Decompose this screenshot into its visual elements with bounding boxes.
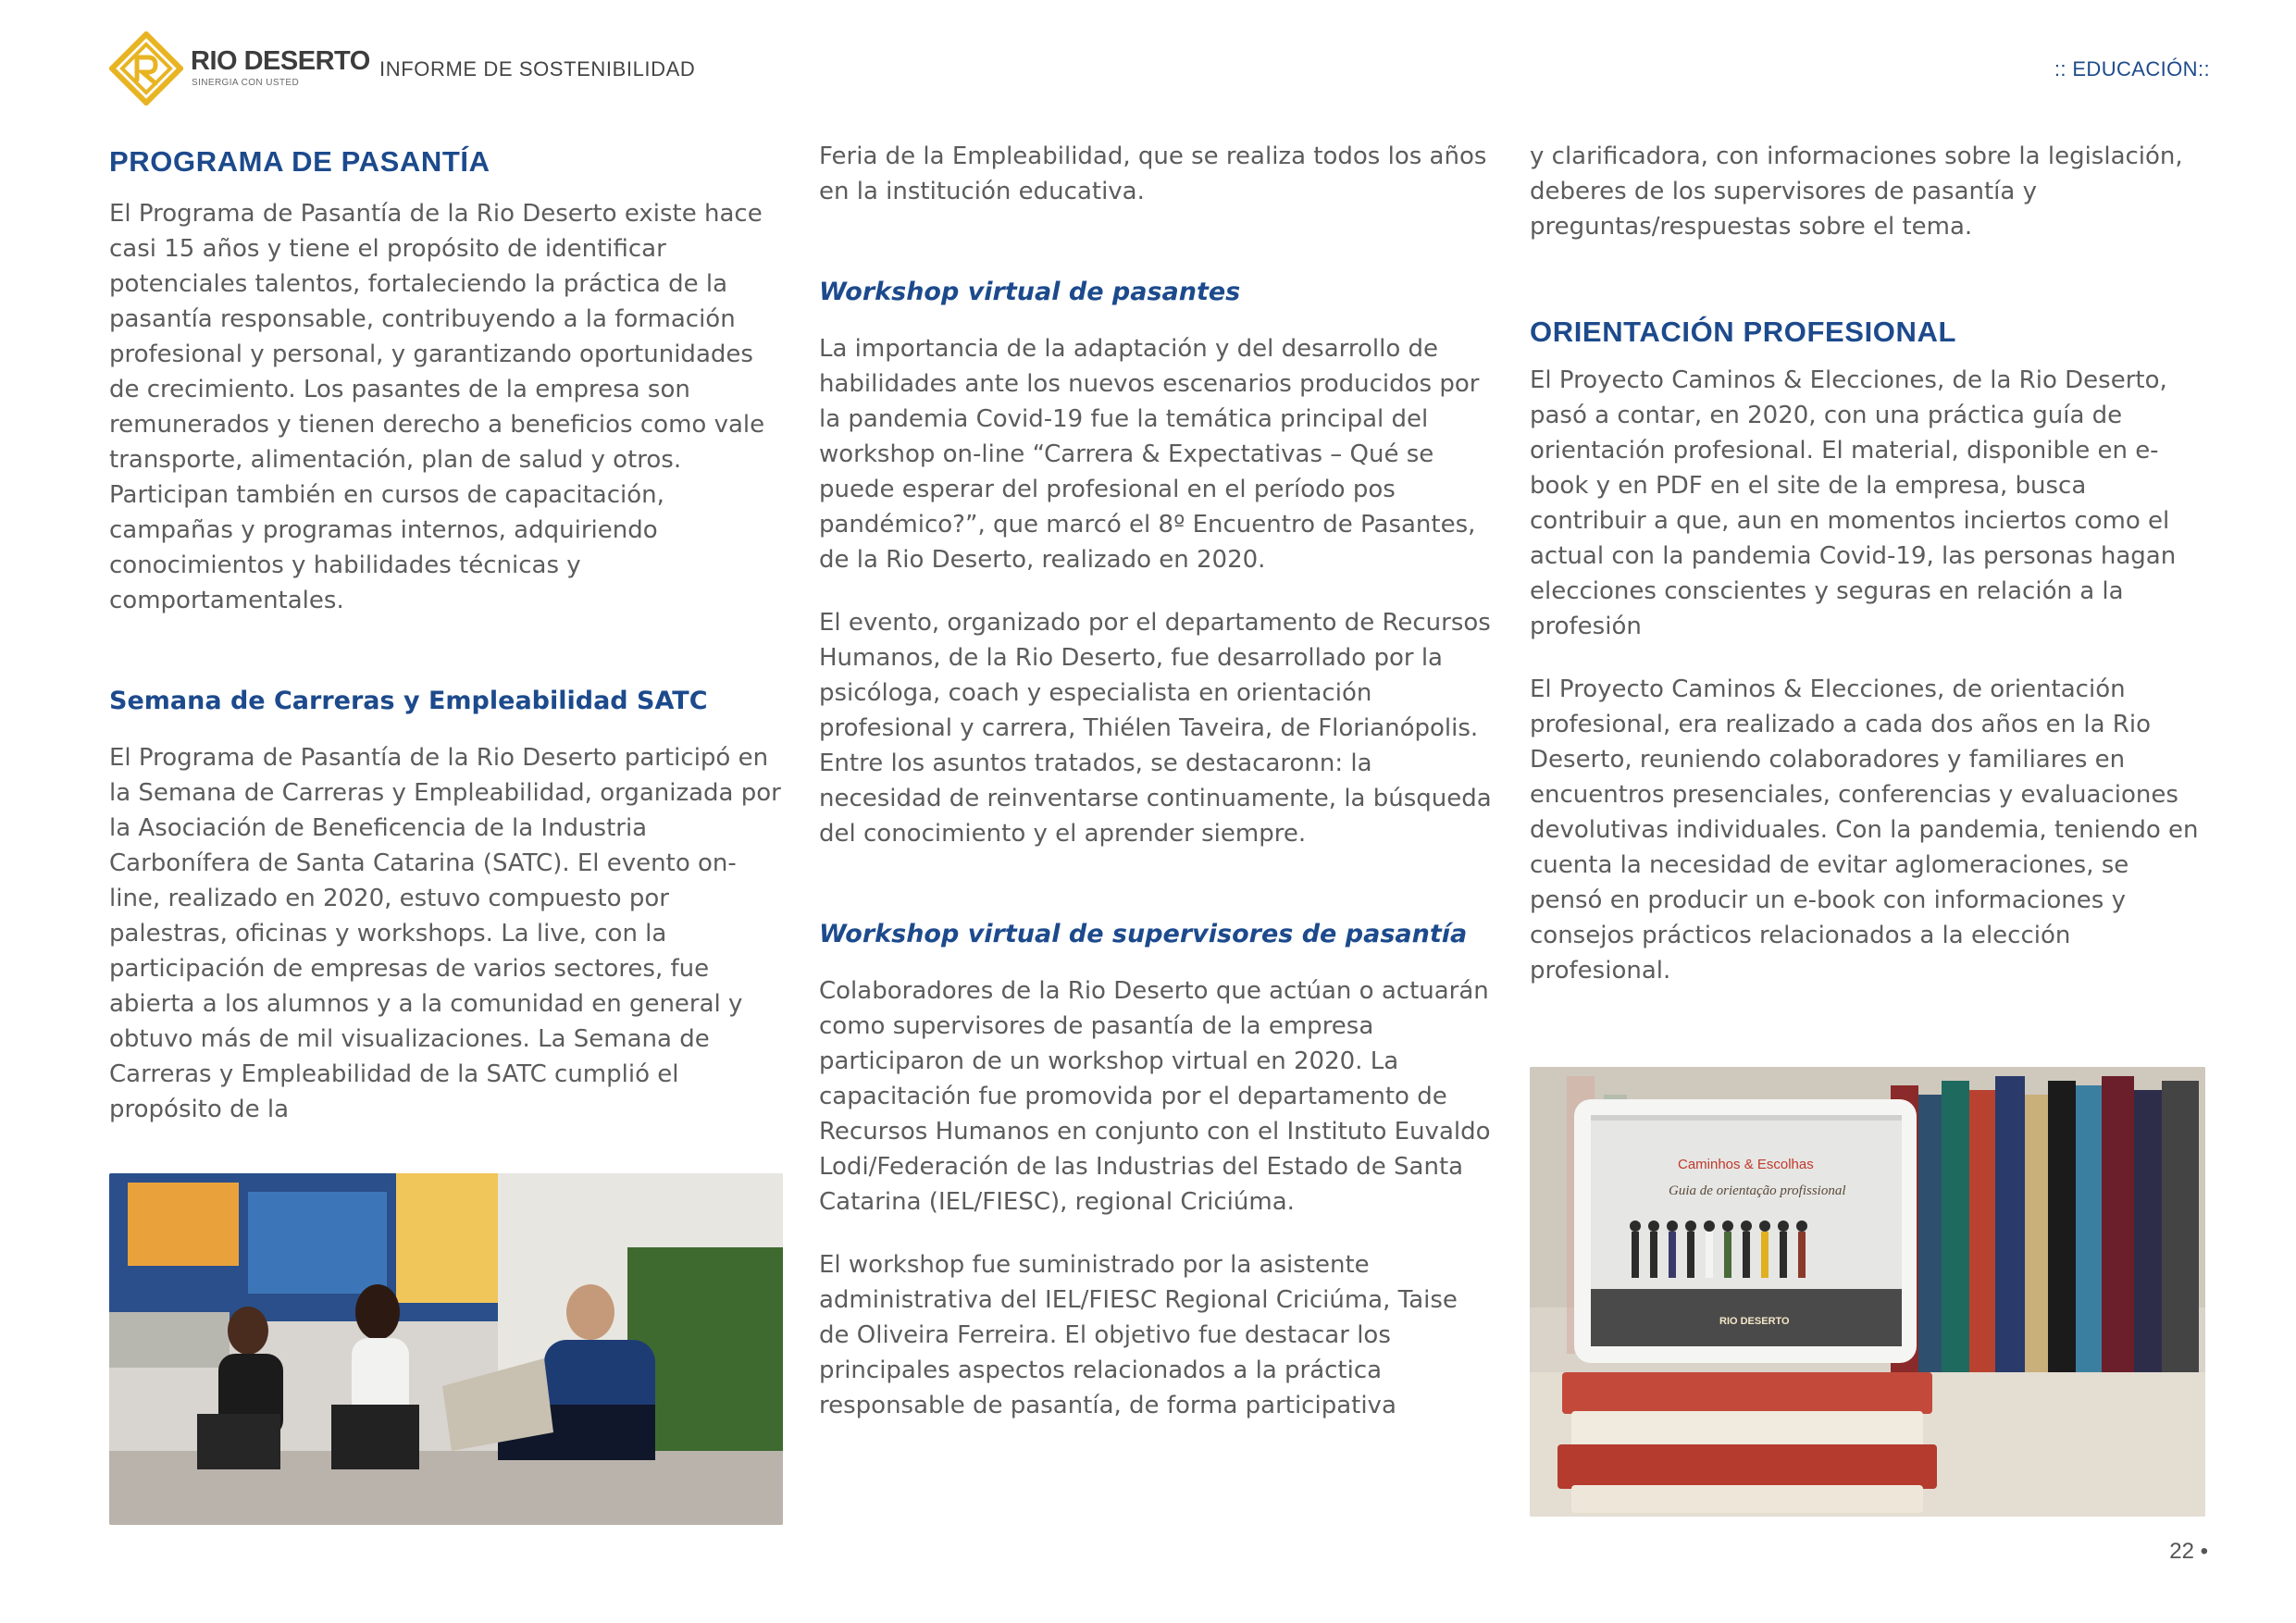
subtitle-semana-carreras: Semana de Carreras y Empleabilidad SATC — [109, 687, 708, 715]
page-number: 22 • — [2169, 1539, 2208, 1564]
rio-deserto-logo-icon — [109, 31, 183, 105]
brand-name: RIO DESERTO — [191, 46, 370, 76]
brand-tagline: SINERGIA CON USTED — [192, 78, 300, 88]
column-2 — [819, 139, 1493, 1423]
subtitle-workshop-pasantes: Workshop virtual de pasantes — [819, 278, 1241, 306]
page-header — [109, 31, 2210, 105]
tablet-title: Caminhos & Escolhas — [1678, 1157, 1814, 1172]
subtitle-workshop-supervisores: Workshop virtual de supervisores de pasantía — [819, 920, 1468, 948]
section-tag: :: EDUCACIÓN:: — [2054, 57, 2210, 81]
column-3 — [1530, 139, 2203, 988]
tablet-subtitle: Guia de orientação profissional — [1669, 1183, 1846, 1198]
section-title-pasantia: PROGRAMA DE PASANTÍA — [109, 145, 490, 178]
paragraph-workshop-iel: El workshop fue suministrado por la asistente administrativa del IEL/FIESC Regional Criciúma, Taise de Oliveira Ferreira. El objetivo fue destacar los principales aspectos relacionados a la práctica responsable de pasantía, de forma participativa — [819, 1251, 1458, 1419]
company-logo — [109, 31, 370, 105]
paragraph-caminos-intro: El Proyecto Caminos & Elecciones, de la Rio Deserto, pasó a contar, en 2020, con una práctica guía de orientación profesional. El material, disponible en e-book y en PDF en el site de la empresa, busca contribuir a que, aun en momentos inciertos como el actual con la pandemia Covid-19, las personas hagan elecciones conscientes y seguras en relación a la profesión — [1530, 366, 2177, 640]
paragraph-workshop-pasantes: La importancia de la adaptación y del desarrollo de habilidades ante los nuevos escenarios producidos por la pandemia Covid-19 fue la temática principal del workshop on-line “Carrera & Expectativas – Qué se puede esperar del profesional en el período pos pandémico?”, que marcó el 8º Encuentro de Pasantes, de la Rio Deserto, realizado en 2020. — [819, 335, 1480, 574]
ebook-tablet-photo — [1530, 1067, 2205, 1517]
paragraph-evento-rrhh: El evento, organizado por el departamento de Recursos Humanos, de la Rio Deserto, fue desarrollado por la psicóloga, coach y especialista en orientación profesional y carrera, Thiélen Taveira, de Florianópolis. Entre los asuntos tratados, se destacaronn: la necesidad de reinventarse continuamente, la búsqueda del conocimiento y el aprender siempre. — [819, 609, 1492, 848]
paragraph-caminos-history: El Proyecto Caminos & Elecciones, de orientación profesional, era realizado a cada dos años en la Rio Deserto, reuniendo colaboradores y familiares en encuentros presenciales, conferencias y evaluaciones devolutivas individuales. Con la pandemia, teniendo en cuenta la necesidad de evitar aglomeraciones, se pensó en producir un e-book con informaciones y consejos prácticos relacionados a la elección profesional. — [1530, 675, 2199, 985]
column-1 — [109, 139, 783, 1127]
section-title-orientacion: ORIENTACIÓN PROFESIONAL — [1530, 316, 1957, 348]
paragraph-pasantia-intro: El Programa de Pasantía de la Rio Deserto existe hace casi 15 años y tiene el propósito de identificar potenciales talentos, fortaleciendo la práctica de la pasantía responsable, contribuyendo a la formación profesional y personal, y garantizando oportunidades de crecimiento. Los pasantes de la empresa son remunerados y tienen derecho a beneficios como vale transporte, alimentación, plan de salud y otros. Participan también en cursos de capacitación, campañas y programas internos, adquiriendo conocimientos y habilidades técnicas y comportamentales. — [109, 200, 765, 614]
tablet-brand: RIO DESERTO — [1719, 1316, 1790, 1327]
paragraph-clarificadora-continuation: y clarificadora, con informaciones sobre la legislación, deberes de los supervisores de pasantía y preguntas/respuestas sobre el tema. — [1530, 142, 2183, 241]
paragraph-semana-carreras: El Programa de Pasantía de la Rio Deserto participó en la Semana de Carreras y Empleabilidad, organizada por la Asociación de Beneficencia de la Industria Carbonífera de Santa Catarina (SATC). El evento on-line, realizado en 2020, estuvo compuesto por palestras, oficinas y workshops. La live, con la participación de empresas de varios sectores, fue abierta a los alumnos y a la comunidad en general y obtuvo más de mil visualizaciones. La Semana de Carreras y Empleabilidad de la SATC cumplió el propósito de la — [109, 744, 781, 1123]
paragraph-feria-continuation: Feria de la Empleabilidad, que se realiza todos los años en la institución educativa. — [819, 142, 1487, 205]
report-title: INFORME DE SOSTENIBILIDAD — [379, 57, 696, 81]
paragraph-supervisores: Colaboradores de la Rio Deserto que actúan o actuarán como supervisores de pasantía de la empresa participaron de un workshop virtual en 2020. La capacitación fue promovida por el departamento de Recursos Humanos en conjunto con el Instituto Euvaldo Lodi/Federación de las Industrias del Estado de Santa Catarina (IEL/FIESC), regional Criciúma. — [819, 977, 1491, 1216]
meeting-photo — [109, 1173, 783, 1525]
